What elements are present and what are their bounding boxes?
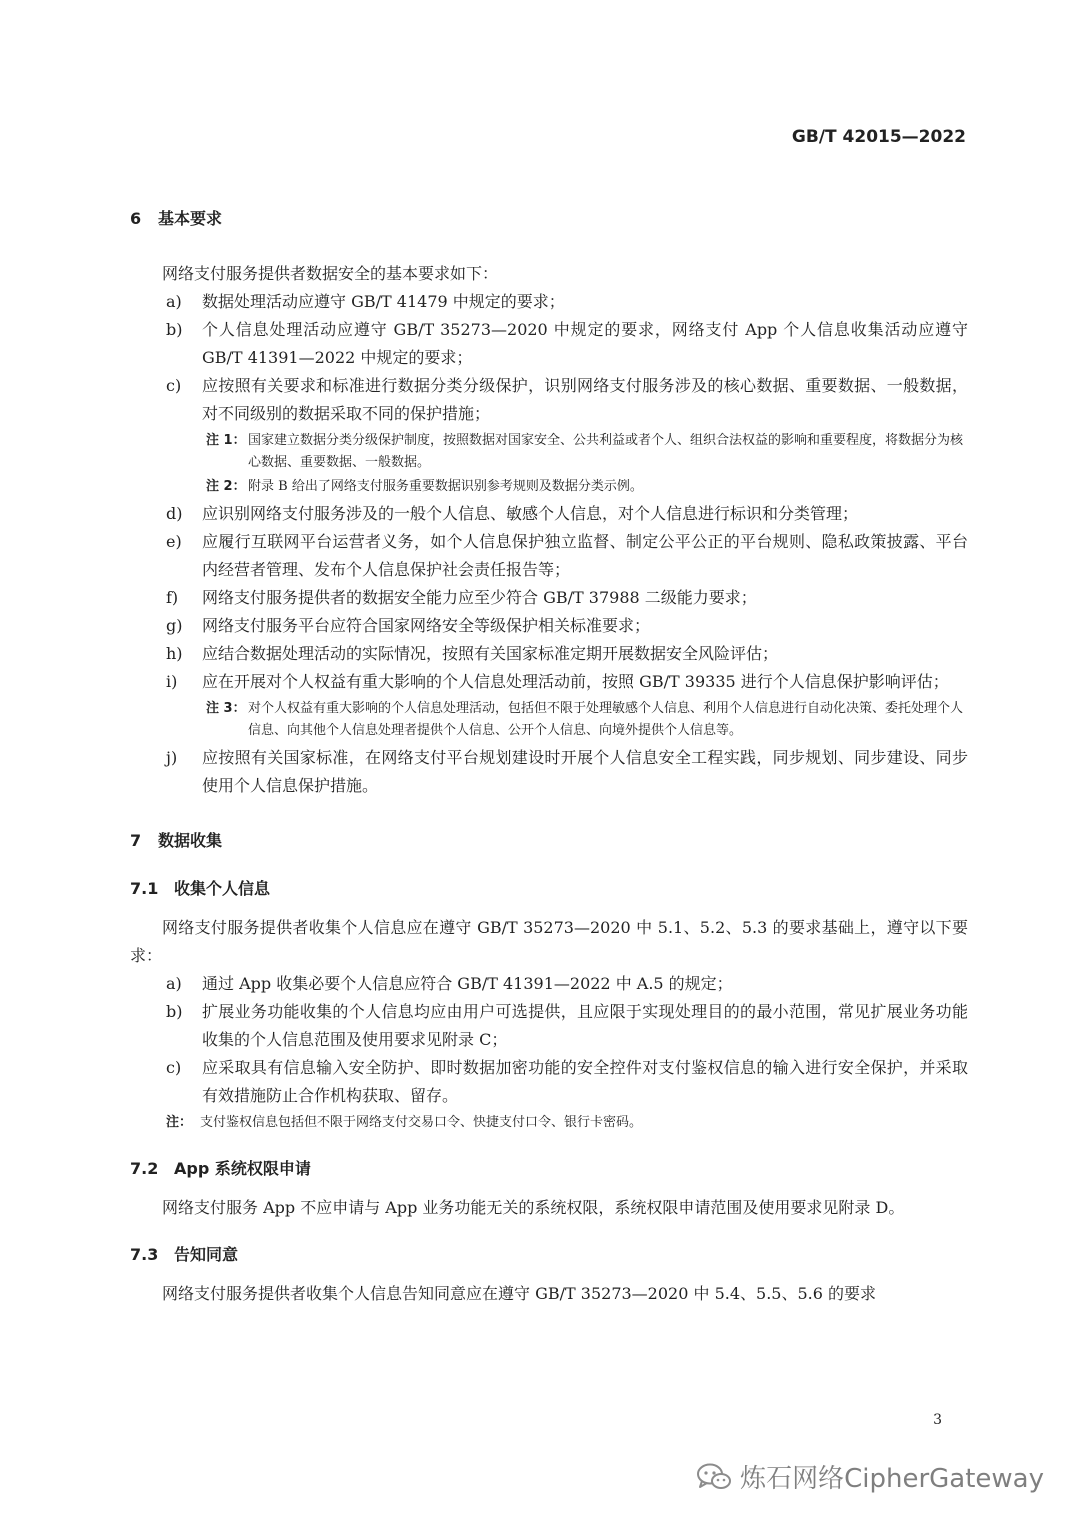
subsection-7-3-text: 网络支付服务提供者收集个人信息告知同意应在遵守 GB/T 35273—2020 中 5.4、5.5、5.6 的要求	[162, 1284, 876, 1303]
list-item: c) 应按照有关要求和标准进行数据分类分级保护，识别网络支付服务涉及的核心数据、重要数据、一般数据，对不同级别的数据采取不同的保护措施；	[166, 376, 968, 423]
list-item: d) 应识别网络支付服务涉及的一般个人信息、敏感个人信息，对个人信息进行标识和分类管理；	[166, 504, 859, 523]
subsection-7-1-intro: 网络支付服务提供者收集个人信息应在遵守 GB/T 35273—2020 中 5.1、5.2、5.3 的要求基础上，遵守以下要求：	[130, 918, 968, 965]
list-item: h) 应结合数据处理活动的实际情况，按照有关国家标准定期开展数据安全风险评估；	[166, 644, 779, 663]
section-7-heading	[130, 826, 968, 856]
standard-code: GB/T 42015—2022	[791, 127, 966, 147]
note: 注 3： 对个人权益有重大影响的个人信息处理活动，包括但不限于处理敏感个人信息、利用个人信息进行自动化决策、委托处理个人信息、向其他个人信息处理者提供个人信息、公开个人信息、向境外提供个人信息等。	[206, 701, 964, 738]
subsection-7-2-heading	[130, 1154, 968, 1184]
subsection-7-2-text: 网络支付服务 App 不应申请与 App 业务功能无关的系统权限，系统权限申请范围及使用要求见附录 D。	[162, 1198, 905, 1217]
section-number: 6	[130, 209, 142, 228]
list-item: g) 网络支付服务平台应符合国家网络安全等级保护相关标准要求；	[166, 616, 651, 635]
section-title: 基本要求	[158, 209, 223, 228]
list-item: b) 扩展业务功能收集的个人信息均应由用户可选提供，且应限于实现处理目的的最小范围，常见扩展业务功能收集的个人信息范围及使用要求见附录 C；	[166, 1002, 968, 1049]
note: 注 1： 国家建立数据分类分级保护制度，按照数据对国家安全、公共利益或者个人、组织合法权益的影响和重要程度，将数据分为核心数据、重要数据、一般数据。	[206, 433, 964, 470]
subsection-7-3-heading	[130, 1240, 968, 1270]
list-item: f) 网络支付服务提供者的数据安全能力应至少符合 GB/T 37988 二级能力要求；	[166, 588, 757, 607]
subsection-title: App 系统权限申请	[174, 1159, 311, 1178]
note: 注： 支付鉴权信息包括但不限于网络支付交易口令、快捷支付口令、银行卡密码。	[166, 1115, 643, 1130]
list-item: c) 应采取具有信息输入安全防护、即时数据加密功能的安全控件对支付鉴权信息的输入进行安全保护，并采取有效措施防止合作机构获取、留存。	[166, 1058, 968, 1105]
subsection-7-1-heading	[130, 874, 968, 904]
note: 注 2： 附录 B 给出了网络支付服务重要数据识别参考规则及数据分类示例。	[206, 479, 643, 494]
list-item: a) 数据处理活动应遵守 GB/T 41479 中规定的要求；	[166, 292, 565, 311]
section-6-intro: 网络支付服务提供者数据安全的基本要求如下：	[162, 264, 499, 283]
subsection-number: 7.3	[130, 1245, 159, 1264]
list-item: i) 应在开展对个人权益有重大影响的个人信息处理活动前，按照 GB/T 39335 进行个人信息保护影响评估；	[166, 672, 949, 691]
subsection-number: 7.2	[130, 1159, 159, 1178]
watermark	[696, 1458, 1044, 1495]
section-6-heading	[130, 204, 968, 234]
watermark-text: 炼石网络CipherGateway	[740, 1464, 1044, 1494]
list-item: a) 通过 App 收集必要个人信息应符合 GB/T 41391—2022 中 A.5 的规定；	[166, 974, 733, 993]
wechat-icon	[696, 1462, 732, 1492]
document-body	[130, 204, 968, 1308]
list-item: j) 应按照有关国家标准，在网络支付平台规划建设时开展个人信息安全工程实践，同步规划、同步建设、同步使用个人信息保护措施。	[166, 748, 968, 795]
list-item: e) 应履行互联网平台运营者义务，如个人信息保护独立监督、制定公平公正的平台规则、隐私政策披露、平台内经营者管理、发布个人信息保护社会责任报告等；	[166, 532, 968, 579]
section-title: 数据收集	[158, 831, 223, 850]
subsection-title: 告知同意	[174, 1245, 239, 1264]
section-number: 7	[130, 831, 142, 850]
subsection-title: 收集个人信息	[174, 879, 271, 898]
subsection-number: 7.1	[130, 879, 159, 898]
page-number: 3	[933, 1412, 942, 1428]
list-item: b) 个人信息处理活动应遵守 GB/T 35273—2020 中规定的要求，网络支付 App 个人信息收集活动应遵守 GB/T 41391—2022 中规定的要求；	[166, 320, 968, 367]
